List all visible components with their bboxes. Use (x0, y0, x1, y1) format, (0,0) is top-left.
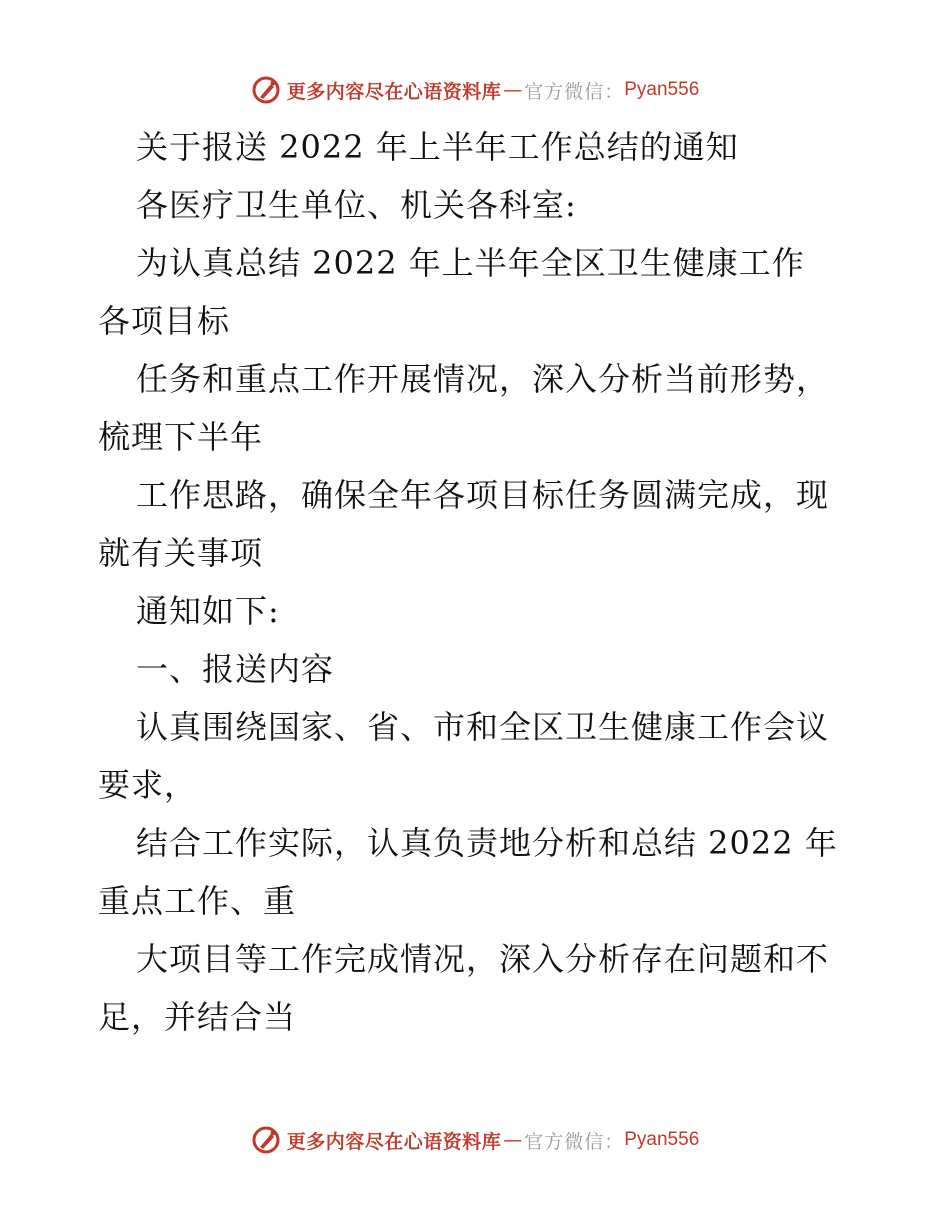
header-banner (0, 70, 950, 110)
pen-seal-icon (251, 75, 281, 105)
banner-dash: — (503, 1129, 523, 1151)
doc-line: 就有关事项 (98, 534, 264, 572)
doc-line: 梳理下半年 (98, 418, 264, 456)
doc-line: 各项目标 (98, 302, 231, 340)
doc-line: 认真围绕国家、省、市和全区卫生健康工作会议 (136, 708, 830, 746)
doc-line: 要求， (98, 766, 198, 804)
doc-line: 任务和重点工作开展情况，深入分析当前形势， (136, 360, 830, 398)
banner-wechat-id: Pyan556 (624, 79, 700, 100)
document-body (98, 118, 858, 1046)
doc-line: 大项目等工作完成情况，深入分析存在问题和不 (136, 940, 830, 978)
doc-line: 重点工作、重 (98, 882, 297, 920)
doc-line: 足，并结合当 (98, 998, 297, 1036)
doc-line: 结合工作实际，认真负责地分析和总结 2022 年 (136, 824, 838, 862)
doc-line: 通知如下: (136, 592, 280, 630)
doc-line: 工作思路，确保全年各项目标任务圆满完成，现 (136, 476, 830, 514)
banner-title: 更多内容尽在心语资料库 (286, 1130, 502, 1153)
banner-title: 更多内容尽在心语资料库 (286, 80, 502, 103)
banner-label: 官方微信： (524, 1130, 625, 1153)
footer-banner (0, 1120, 950, 1160)
doc-recipient: 各医疗卫生单位、机关各科室: (136, 186, 577, 224)
banner-wechat-id: Pyan556 (624, 1129, 700, 1150)
banner-label: 官方微信： (524, 80, 625, 103)
doc-title: 关于报送 2022 年上半年工作总结的通知 (136, 128, 739, 166)
pen-seal-icon (251, 1125, 281, 1155)
doc-line: 为认真总结 2022 年上半年全区卫生健康工作 (136, 244, 805, 282)
banner-dash: — (503, 79, 523, 101)
section-heading: 一、报送内容 (136, 650, 335, 688)
